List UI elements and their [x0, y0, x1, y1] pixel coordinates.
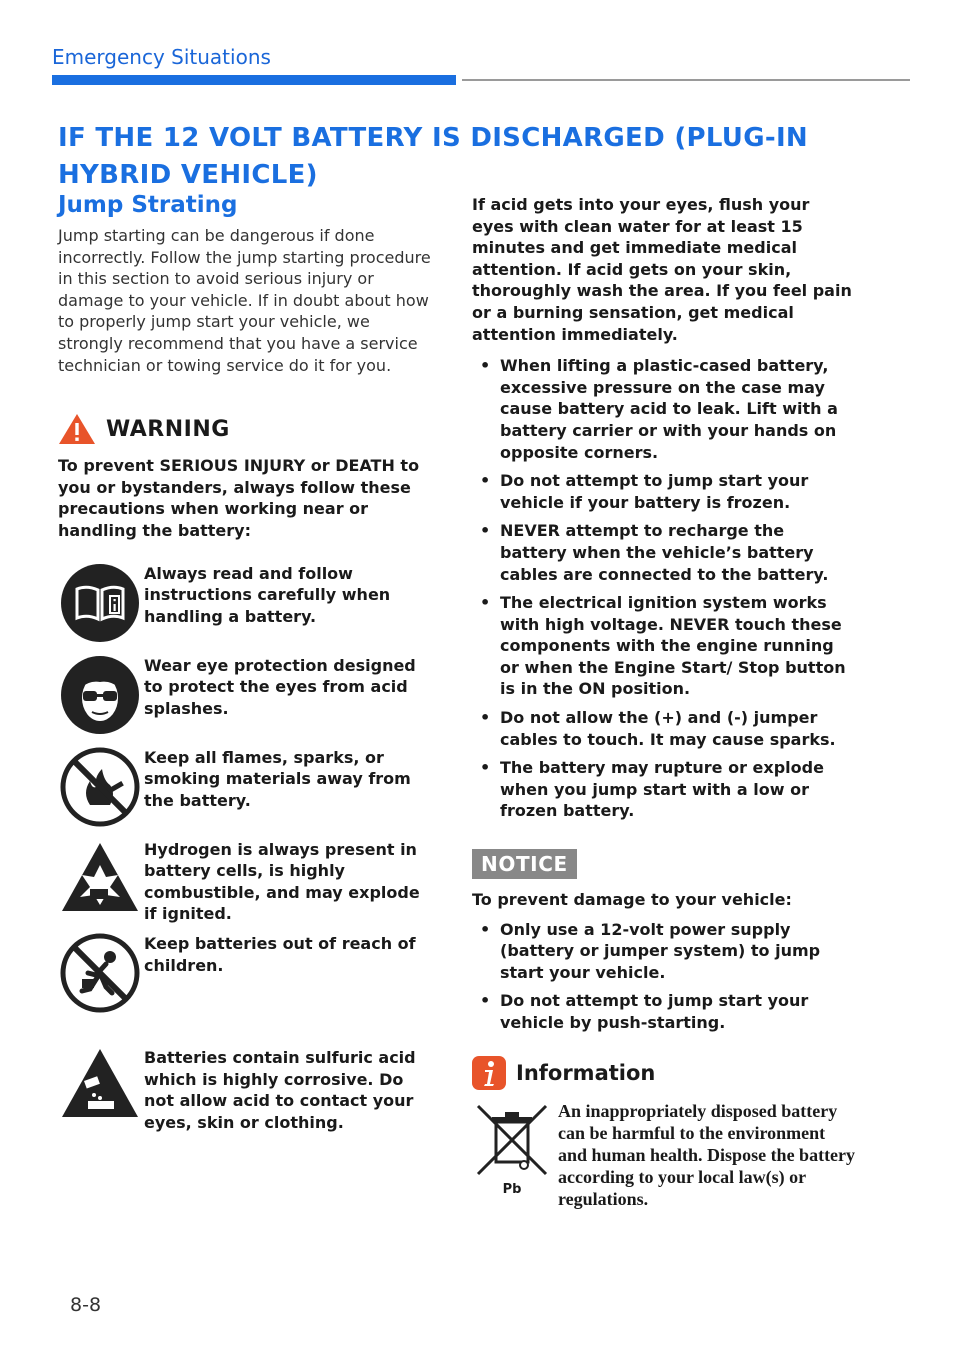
no-flames-icon: [60, 747, 140, 827]
left-column: [58, 192, 438, 1133]
precaution-text: Hydrogen is always present in battery cells, is highly combustible, and may explode if ignited.: [144, 839, 420, 924]
warning-bullet-list: [472, 355, 856, 822]
information-text: An inappropriately disposed battery can be harmful to the environment and human health. Dispose the battery according to your local law(s) or regulations.: [558, 1100, 856, 1209]
jump-heading: Jump Strating: [58, 192, 238, 218]
list-item: • When lifting a plastic-cased battery, excessive pressure on the case may cause battery acid to leak. Lift with a battery carrier or with your hands on opposite corners.: [472, 355, 856, 463]
bin-caption: Pb: [502, 1181, 522, 1197]
precaution-item: [58, 933, 438, 1013]
precaution-text: Batteries contain sulfuric acid which is highly corrosive. Do not allow acid to contact your eyes, skin or clothing.: [144, 1047, 416, 1132]
eye-protection-icon: [60, 655, 140, 735]
information-header: [472, 1056, 856, 1090]
page-number: 8-8: [70, 1294, 102, 1316]
list-item: • The battery may rupture or explode when you jump start with a low or frozen battery.: [472, 757, 856, 822]
notice-intro: To prevent damage to your vehicle:: [472, 890, 792, 910]
warning-triangle-icon: [58, 412, 96, 446]
list-item: • Do not attempt to jump start your vehicle by push-starting.: [472, 990, 856, 1033]
notice-badge: NOTICE: [472, 849, 577, 879]
header-rule: [462, 79, 910, 81]
section-title: IF THE 12 VOLT BATTERY IS DISCHARGED (PLUG-IN HYBRID VEHICLE): [58, 123, 808, 190]
list-item: • The electrical ignition system works with high voltage. NEVER touch these components with the engine running or when the Engine Start/ Stop button is in the ON position.: [472, 592, 856, 700]
keep-away-children-icon: [60, 933, 140, 1013]
precaution-item: [58, 747, 438, 827]
acid-note: If acid gets into your eyes, flush your eyes with clean water for at least 15 minutes and get immediate medical attention. If acid gets on your skin, thoroughly wash the area. If you feel pain or a burning sensation, get medical attention immediately.: [472, 195, 852, 344]
warning-intro: To prevent SERIOUS INJURY or DEATH to you or bystanders, always follow these precautions when working near or handling the battery:: [58, 456, 420, 540]
precaution-text: Wear eye protection designed to protect the eyes from acid splashes.: [144, 655, 416, 718]
header-title: Emergency Situations: [52, 45, 271, 69]
warning-label: WARNING: [106, 416, 230, 442]
corrosive-icon: [60, 1047, 140, 1121]
header-accent-bar: [52, 75, 456, 85]
jump-body: Jump starting can be dangerous if done incorrectly. Follow the jump starting procedure in this section to avoid serious injury or damage to your vehicle. If in doubt about how to properly jump start your vehicle, we strongly recommend that you have a service technician or towing service do it for you.: [58, 226, 431, 375]
warning-header: [58, 412, 438, 446]
precaution-item: [58, 655, 438, 735]
list-item: • Only use a 12-volt power supply (battery or jumper system) to jump start your vehicle.: [472, 919, 856, 984]
precaution-item: [58, 563, 438, 643]
precaution-text: Keep batteries out of reach of children.: [144, 933, 416, 975]
list-item: • Do not attempt to jump start your vehicle if your battery is frozen.: [472, 470, 856, 513]
read-manual-icon: [60, 563, 140, 643]
crossed-bin-icon: [472, 1100, 552, 1182]
precaution-item: [58, 839, 438, 925]
information-label: Information: [516, 1060, 656, 1085]
precaution-item: [58, 1047, 438, 1133]
explosion-hazard-icon: [60, 839, 140, 915]
right-column: [472, 194, 856, 1210]
precaution-text: Keep all flames, sparks, or smoking materials away from the battery.: [144, 747, 411, 810]
precaution-text: Always read and follow instructions carefully when handling a battery.: [144, 563, 391, 626]
info-icon: [472, 1056, 506, 1090]
list-item: • NEVER attempt to recharge the battery when the vehicle’s battery cables are connected to the battery.: [472, 520, 856, 585]
notice-bullet-list: [472, 919, 856, 1034]
list-item: • Do not allow the (+) and (-) jumper cables to touch. It may cause sparks.: [472, 707, 856, 750]
information-body: [472, 1100, 856, 1210]
